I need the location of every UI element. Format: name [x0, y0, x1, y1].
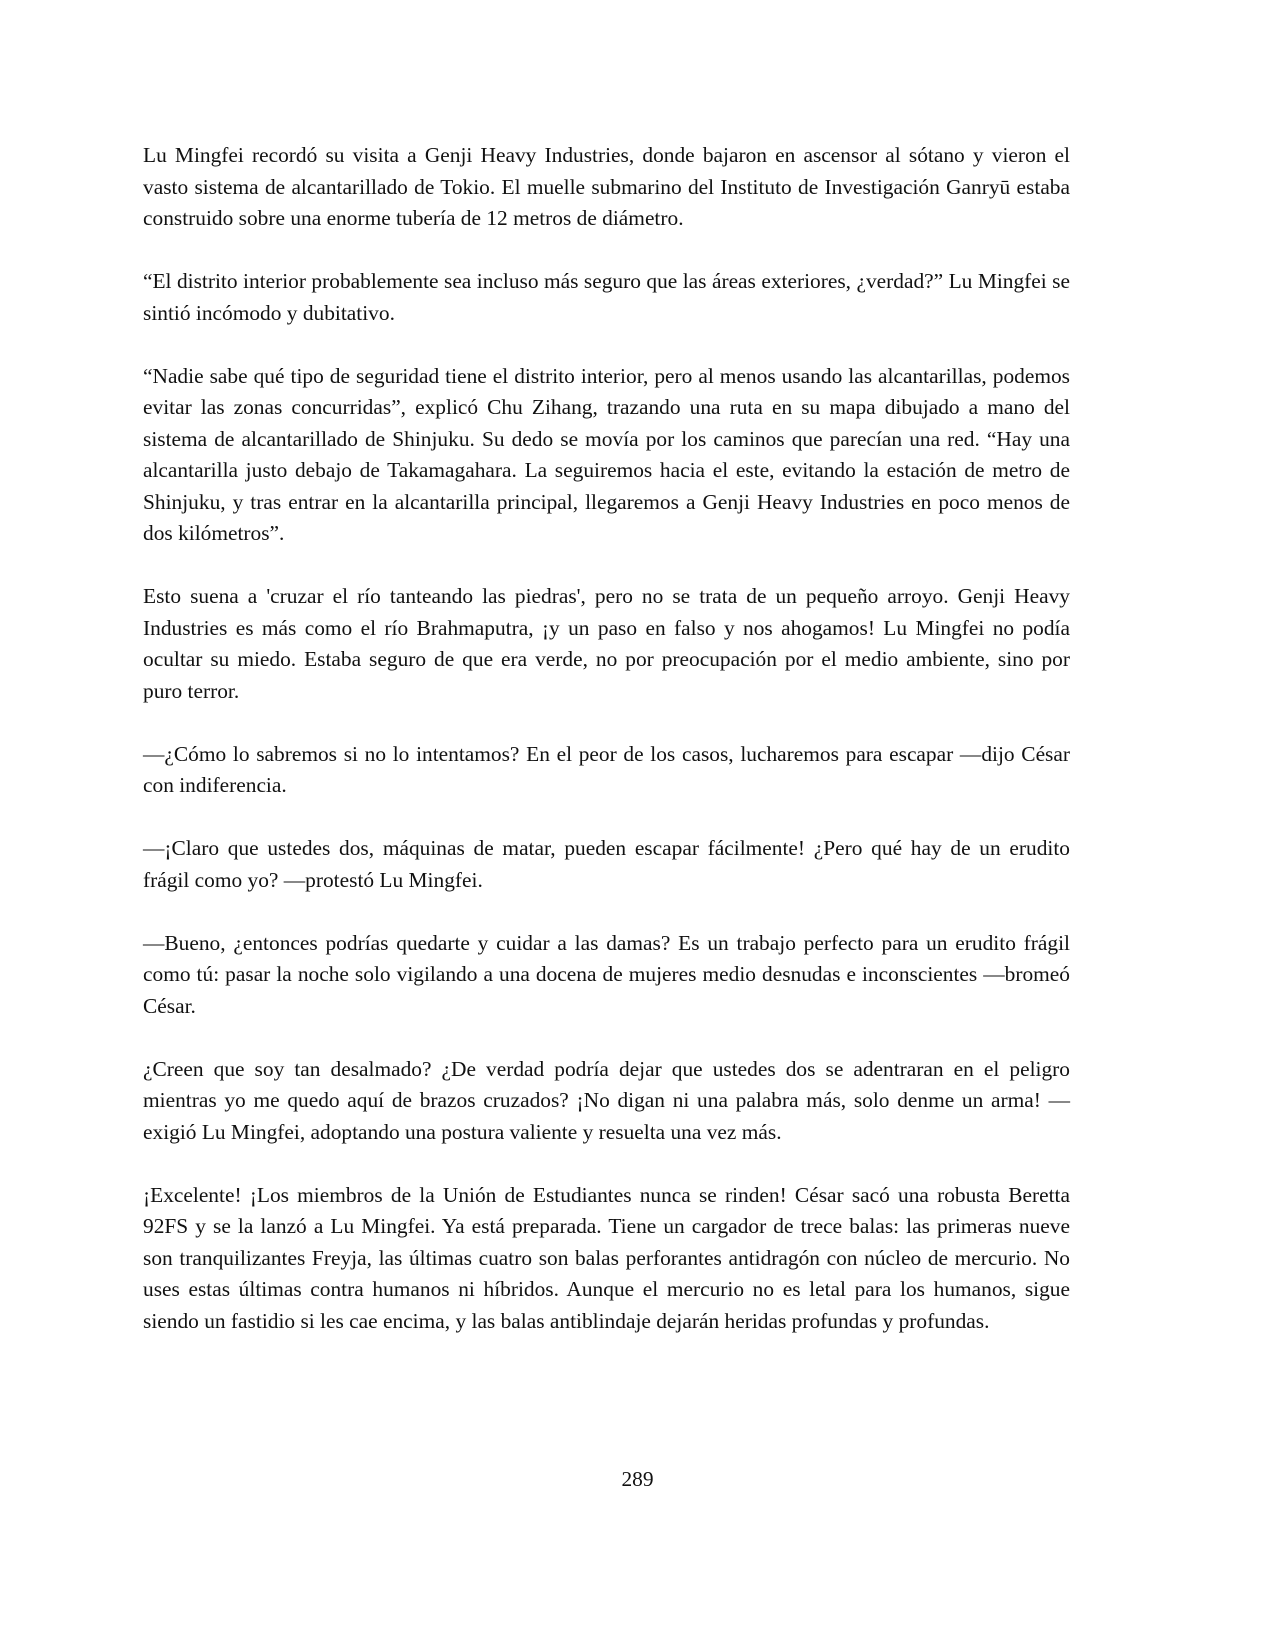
paragraph: —¿Cómo lo sabremos si no lo intentamos? En el peor de los casos, lucharemos para escapar —dijo César con indiferencia.	[143, 741, 1070, 797]
paragraph: ¡Excelente! ¡Los miembros de la Unión de Estudiantes nunca se rinden! César sacó una robusta Beretta 92FS y se la lanzó a Lu Mingfei. Ya está preparada. Tiene un cargador de trece balas: las primeras nueve son tranquilizantes Freyja, las últimas cuatro son balas perforantes antidragón con núcleo de mercurio. No uses estas últimas contra humanos ni híbridos. Aunque el mercurio no es letal para los humanos, sigue siendo un fastidio si les cae encima, y las balas antiblindaje dejarán heridas profundas y profundas.	[143, 1182, 1070, 1333]
paragraph: —Bueno, ¿entonces podrías quedarte y cuidar a las damas? Es un trabajo perfecto para un erudito frágil como tú: pasar la noche solo vigilando a una docena de mujeres medio desnudas e inconscientes —bromeó César.	[143, 930, 1070, 1018]
paragraph: —¡Claro que ustedes dos, máquinas de matar, pueden escapar fácilmente! ¿Pero qué hay de un erudito frágil como yo? —protestó Lu Mingfei.	[143, 836, 1070, 892]
paragraph: Esto suena a 'cruzar el río tanteando las piedras', pero no se trata de un pequeño arroyo. Genji Heavy Industries es más como el río Brahmaputra, ¡y un paso en falso y nos ahogamos! Lu Mingfei no podía ocultar su miedo. Estaba seguro de que era verde, no por preocupación por el medio ambiente, sino por puro terror.	[143, 584, 1070, 703]
paragraph: “El distrito interior probablemente sea incluso más seguro que las áreas exteriores, ¿verdad?” Lu Mingfei se sintió incómodo y dubitativo.	[143, 269, 1070, 325]
paragraph: “Nadie sabe qué tipo de seguridad tiene el distrito interior, pero al menos usando las alcantarillas, podemos evitar las zonas concurridas”, explicó Chu Zihang, trazando una ruta en su mapa dibujado a mano del sistema de alcantarillado de Shinjuku. Su dedo se movía por los caminos que parecían una red. “Hay una alcantarilla justo debajo de Takamagahara. La seguiremos hacia el este, evitando la estación de metro de Shinjuku, y tras entrar en la alcantarilla principal, llegaremos a Genji Heavy Industries en poco menos de dos kilómetros”.	[143, 363, 1070, 545]
page-number: 289	[621, 1467, 654, 1491]
page-body	[143, 140, 1070, 1369]
paragraph: Lu Mingfei recordó su visita a Genji Heavy Industries, donde bajaron en ascensor al sótano y vieron el vasto sistema de alcantarillado de Tokio. El muelle submarino del Instituto de Investigación Ganryū estaba construido sobre una enorme tubería de 12 metros de diámetro.	[143, 143, 1070, 230]
paragraph: ¿Creen que soy tan desalmado? ¿De verdad podría dejar que ustedes dos se adentraran en el peligro mientras yo me quedo aquí de brazos cruzados? ¡No digan ni una palabra más, solo denme un arma! —exigió Lu Mingfei, adoptando una postura valiente y resuelta una vez más.	[143, 1056, 1070, 1144]
